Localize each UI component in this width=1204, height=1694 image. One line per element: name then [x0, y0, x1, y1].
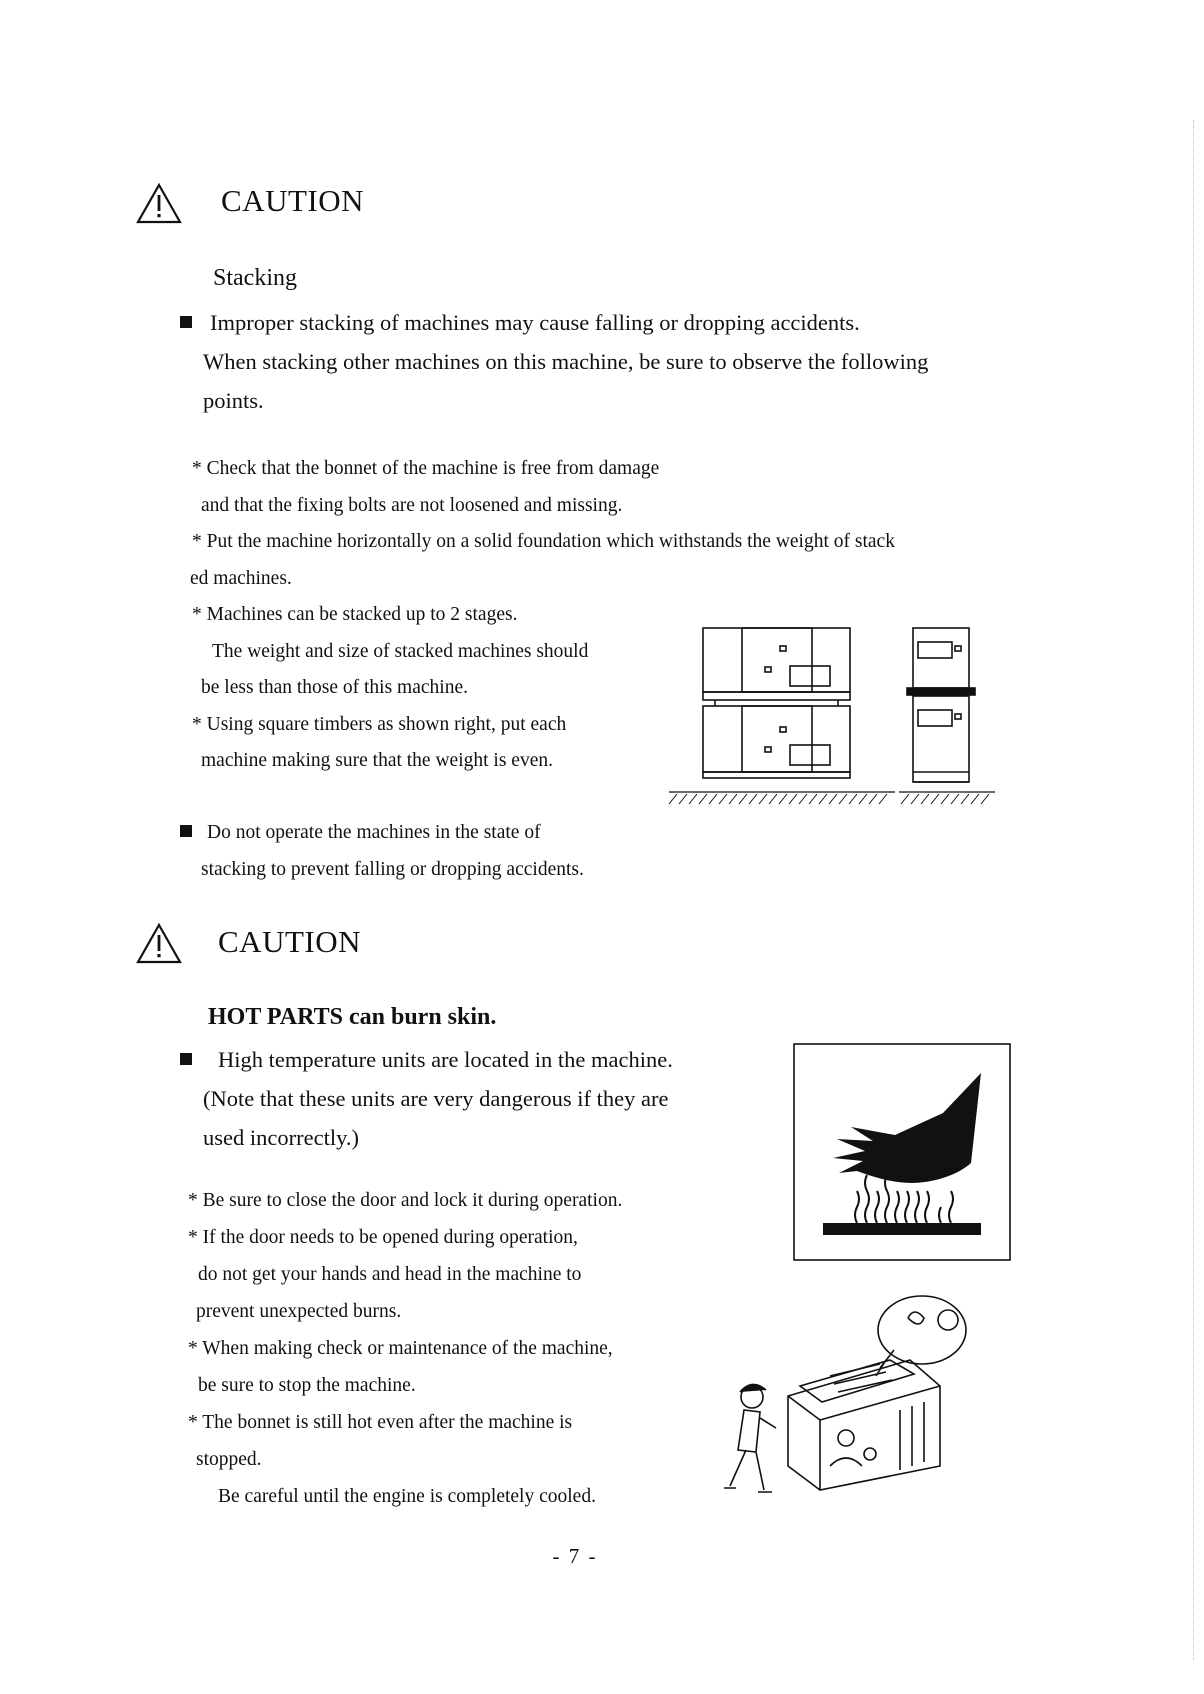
bullet-square: [180, 1053, 192, 1065]
paragraph-line: When stacking other machines on this machine, be sure to observe the following: [203, 349, 929, 374]
bullet-square: [180, 825, 192, 837]
note-line: * Check that the bonnet of the machine is free from damage: [192, 458, 660, 479]
scan-edge: [1193, 120, 1194, 1660]
note-line: * Be sure to close the door and lock it during operation.: [188, 1190, 623, 1211]
caution-heading: CAUTION: [221, 183, 364, 218]
paragraph-line: (Note that these units are very dangerous if they are: [203, 1086, 669, 1111]
note-line: and that the fixing bolts are not loosened and missing.: [201, 495, 623, 516]
note-line: * Machines can be stacked up to 2 stages.: [192, 604, 518, 625]
section-subheading: Stacking: [213, 265, 297, 291]
note-line: * Using square timbers as shown right, put each: [192, 714, 567, 735]
warning-triangle-icon: [136, 922, 182, 964]
note-line: * If the door needs to be opened during operation,: [188, 1227, 578, 1248]
paragraph-line: stacking to prevent falling or dropping accidents.: [201, 859, 584, 880]
page-number: - 7 -: [552, 1544, 598, 1568]
paragraph-line: High temperature units are located in the machine.: [218, 1047, 673, 1072]
note-line: prevent unexpected burns.: [196, 1301, 402, 1322]
note-line: do not get your hands and head in the machine to: [198, 1264, 582, 1285]
note-line: stopped.: [196, 1449, 262, 1470]
note-line: be sure to stop the machine.: [198, 1375, 416, 1396]
note-line: * The bonnet is still hot even after the machine is: [188, 1412, 573, 1433]
note-line: machine making sure that the weight is even.: [201, 750, 553, 771]
note-line: The weight and size of stacked machines should: [212, 641, 589, 662]
paragraph-line: used incorrectly.): [203, 1125, 359, 1150]
note-line: ed machines.: [190, 568, 292, 589]
note-line: be less than those of this machine.: [201, 677, 468, 698]
warning-triangle-icon: [136, 182, 182, 224]
note-line: * When making check or maintenance of the machine,: [188, 1338, 613, 1359]
paragraph-line: Improper stacking of machines may cause falling or dropping accidents.: [210, 310, 860, 335]
note-line: * Put the machine horizontally on a solid foundation which withstands the weight of stack: [192, 531, 895, 552]
paragraph-line: points.: [203, 388, 264, 413]
note-line: Be careful until the engine is completely cooled.: [218, 1486, 596, 1507]
worker-and-hot-machine-cartoon: [700, 1290, 1010, 1510]
stacked-machines-illustration: [665, 622, 1005, 812]
hot-surface-warning-icon: [793, 1043, 1011, 1261]
bullet-square: [180, 316, 192, 328]
paragraph-line: Do not operate the machines in the state of: [207, 822, 541, 843]
section-subheading: HOT PARTS can burn skin.: [208, 1004, 497, 1030]
caution-heading: CAUTION: [218, 924, 361, 959]
